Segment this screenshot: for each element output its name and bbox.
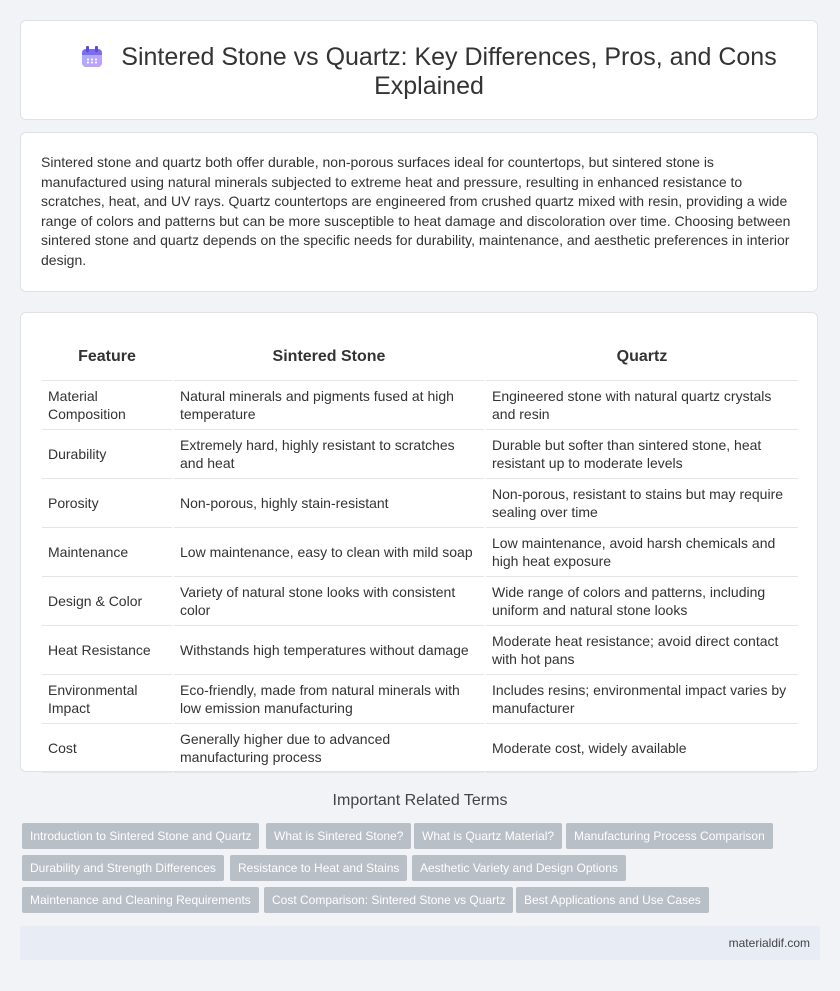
table-row <box>42 724 798 773</box>
cell-feature: Environmental Impact <box>42 675 172 724</box>
cell-feature: Cost <box>42 724 172 773</box>
table-header-row <box>42 333 798 381</box>
related-term-tag[interactable]: Durability and Strength Differences <box>22 855 224 881</box>
page-title-wrap <box>81 43 777 101</box>
title-card <box>20 20 818 120</box>
table-row <box>42 528 798 577</box>
related-term-tag[interactable]: What is Sintered Stone? <box>266 823 411 849</box>
cell-quartz: Moderate cost, widely available <box>486 724 798 773</box>
column-header-feature: Feature <box>42 333 172 381</box>
related-term-tag[interactable]: Aesthetic Variety and Design Options <box>412 855 626 881</box>
related-term-tag[interactable]: Resistance to Heat and Stains <box>230 855 407 881</box>
intro-paragraph: Sintered stone and quartz both offer durable, non-porous surfaces ideal for countertops, but sintered stone is manufactured using natural minerals subjected to extreme heat and pressure, resulting in enhanced resistance to scratches, heat, and UV rays. Quartz countertops are engineered from crushed quartz mixed with resin, providing a wide range of colors and patterns but can be more susceptible to heat damage and discoloration over time. Choosing between sintered stone and quartz depends on the specific needs for durability, maintenance, and aesthetic preferences in interior design. <box>41 154 791 268</box>
column-header-quartz: Quartz <box>486 333 798 381</box>
table-row <box>42 479 798 528</box>
table-row <box>42 381 798 430</box>
cell-sintered-stone: Eco-friendly, made from natural minerals with low emission manufacturing <box>174 675 484 724</box>
cell-sintered-stone: Low maintenance, easy to clean with mild soap <box>174 528 484 577</box>
related-terms-title: Important Related Terms <box>332 792 508 809</box>
cell-feature: Material Composition <box>42 381 172 430</box>
intro-card <box>20 132 818 292</box>
table-row <box>42 626 798 675</box>
cell-sintered-stone: Non-porous, highly stain-resistant <box>174 479 484 528</box>
cell-feature: Maintenance <box>42 528 172 577</box>
comparison-table-card <box>20 312 818 772</box>
cell-sintered-stone: Variety of natural stone looks with consistent color <box>174 577 484 626</box>
cell-feature: Design & Color <box>42 577 172 626</box>
cell-quartz: Durable but softer than sintered stone, heat resistant up to moderate levels <box>486 430 798 479</box>
cell-feature: Porosity <box>42 479 172 528</box>
table-row <box>42 675 798 724</box>
cell-sintered-stone: Extremely hard, highly resistant to scratches and heat <box>174 430 484 479</box>
cell-quartz: Wide range of colors and patterns, including uniform and natural stone looks <box>486 577 798 626</box>
cell-quartz: Includes resins; environmental impact varies by manufacturer <box>486 675 798 724</box>
cell-feature: Durability <box>42 430 172 479</box>
footer <box>20 926 820 960</box>
column-header-sintered-stone: Sintered Stone <box>174 333 484 381</box>
related-term-tag[interactable]: Manufacturing Process Comparison <box>566 823 773 849</box>
page-title: Sintered Stone vs Quartz: Key Differences, Pros, and Cons Explained <box>121 43 777 100</box>
table-row <box>42 577 798 626</box>
related-term-tag[interactable]: Introduction to Sintered Stone and Quartz <box>22 823 259 849</box>
related-term-tag[interactable]: What is Quartz Material? <box>414 823 562 849</box>
comparison-table <box>42 333 798 773</box>
cell-quartz: Low maintenance, avoid harsh chemicals and high heat exposure <box>486 528 798 577</box>
cell-quartz: Non-porous, resistant to stains but may require sealing over time <box>486 479 798 528</box>
related-term-tag[interactable]: Best Applications and Use Cases <box>516 887 709 913</box>
cell-sintered-stone: Natural minerals and pigments fused at high temperature <box>174 381 484 430</box>
calendar-icon <box>81 46 103 68</box>
cell-sintered-stone: Generally higher due to advanced manufacturing process <box>174 724 484 773</box>
footer-site: materialdif.com <box>728 936 810 950</box>
cell-feature: Heat Resistance <box>42 626 172 675</box>
related-term-tag[interactable]: Maintenance and Cleaning Requirements <box>22 887 259 913</box>
table-row <box>42 430 798 479</box>
cell-quartz: Moderate heat resistance; avoid direct contact with hot pans <box>486 626 798 675</box>
related-term-tag[interactable]: Cost Comparison: Sintered Stone vs Quartz <box>264 887 513 913</box>
cell-sintered-stone: Withstands high temperatures without damage <box>174 626 484 675</box>
cell-quartz: Engineered stone with natural quartz crystals and resin <box>486 381 798 430</box>
